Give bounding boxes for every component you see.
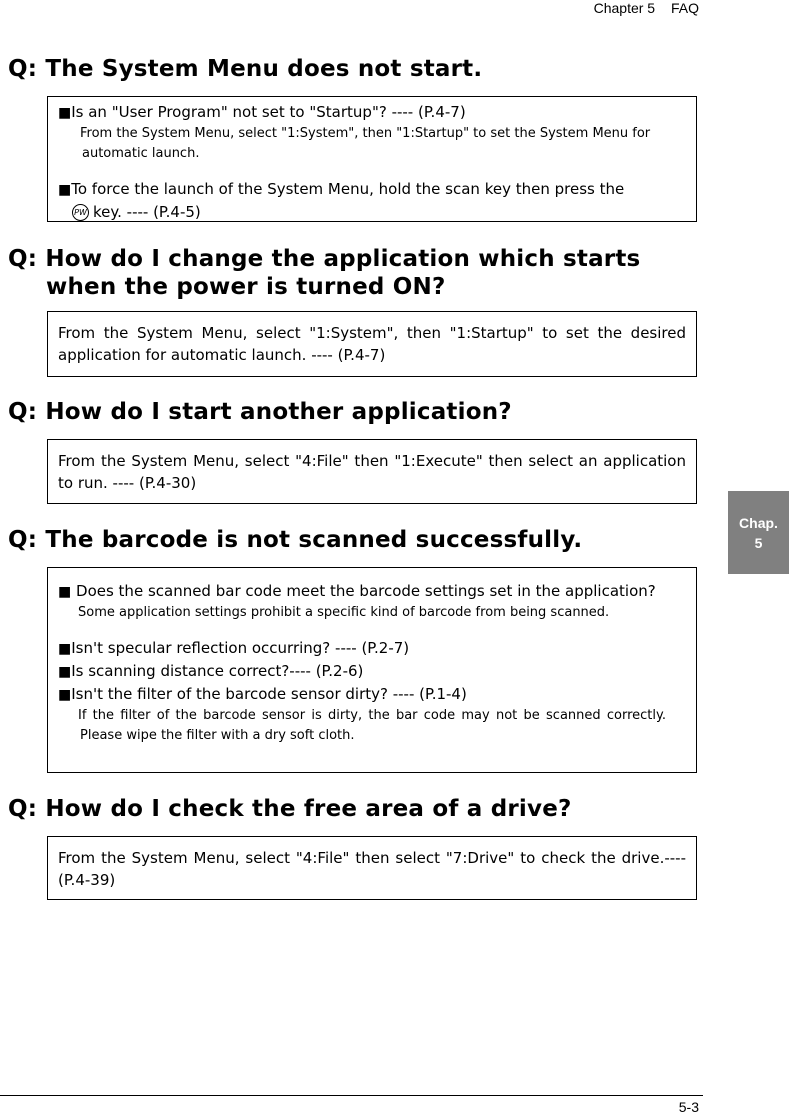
faq-question-5: Q: How do I check the free area of a drive?: [8, 796, 572, 822]
faq-question-4: Q: The barcode is not scanned successfully.: [8, 527, 583, 553]
chapter-tab-label: Chap.: [739, 514, 778, 531]
answer-note: From the System Menu, select "1:System", then "1:Startup" to set the System Menu for automatic launch.: [80, 126, 651, 161]
bullet-square-icon: ■: [58, 584, 72, 600]
chapter-tab: [728, 491, 789, 574]
faq-answer-box-1: [47, 96, 697, 222]
page-header: [582, 0, 699, 16]
chapter-tab-number: 5: [754, 534, 763, 551]
answer-bullet-item: [58, 683, 686, 706]
bullet-square-icon: ■: [58, 182, 72, 198]
faq-answer-box-4: [47, 567, 697, 773]
footer-divider: [0, 1095, 703, 1096]
faq-question-1: Q: The System Menu does not start.: [8, 56, 483, 82]
page-number: 5-3: [678, 1099, 699, 1115]
section-label: FAQ: [670, 0, 699, 16]
answer-continuation: [58, 201, 686, 223]
answer-bullet-item: [58, 178, 686, 201]
bullet-square-icon: ■: [58, 105, 72, 121]
bullet-text: Does the scanned bar code meet the barcode settings set in the application?: [76, 582, 656, 600]
answer-bullet-item: [58, 660, 686, 683]
answer-bullet-item: [58, 580, 686, 603]
faq-answer-box-3: From the System Menu, select "4:File" then "1:Execute" then select an application to run. ---- (P.4-30): [47, 439, 697, 504]
bullet-text: Is an "User Program" not set to "Startup"? ---- (P.4-7): [71, 103, 466, 121]
bullet-text: To force the launch of the System Menu, hold the scan key then press the: [71, 180, 625, 198]
bullet-text: Isn't the filter of the barcode sensor dirty? ---- (P.1-4): [71, 685, 467, 703]
faq-answer-box-2: From the System Menu, select "1:System", then "1:Startup" to set the desired application for automatic launch. ---- (P.4-7): [47, 311, 697, 377]
question-line-1: Q: How do I change the application which starts: [8, 246, 641, 272]
faq-question-3: Q: How do I start another application?: [8, 399, 512, 425]
answer-bullet-item: [58, 637, 686, 660]
bullet-text: Is scanning distance correct?---- (P.2-6): [71, 662, 364, 680]
answer-bullet-item: [58, 101, 686, 124]
answer-note: Some application settings prohibit a specific kind of barcode from being scanned.: [78, 605, 610, 620]
faq-question-2: [8, 245, 640, 301]
bullet-square-icon: ■: [58, 687, 72, 703]
bullet-square-icon: ■: [58, 664, 72, 680]
answer-note: If the filter of the barcode sensor is dirty, the bar code may not be scanned correctly. Please wipe the filter with a dry soft cloth.: [78, 708, 666, 743]
pw-key-icon: PW: [72, 204, 89, 221]
question-line-2: when the power is turned ON?: [46, 274, 446, 300]
bullet-square-icon: ■: [58, 641, 72, 657]
bullet-text: Isn't specular reflection occurring? ---- (P.2-7): [71, 639, 410, 657]
continuation-text: key. ---- (P.4-5): [93, 203, 201, 221]
faq-answer-box-5: From the System Menu, select "4:File" then select "7:Drive" to check the drive.---- (P.4-39): [47, 836, 697, 900]
chapter-label: Chapter 5: [593, 0, 656, 16]
